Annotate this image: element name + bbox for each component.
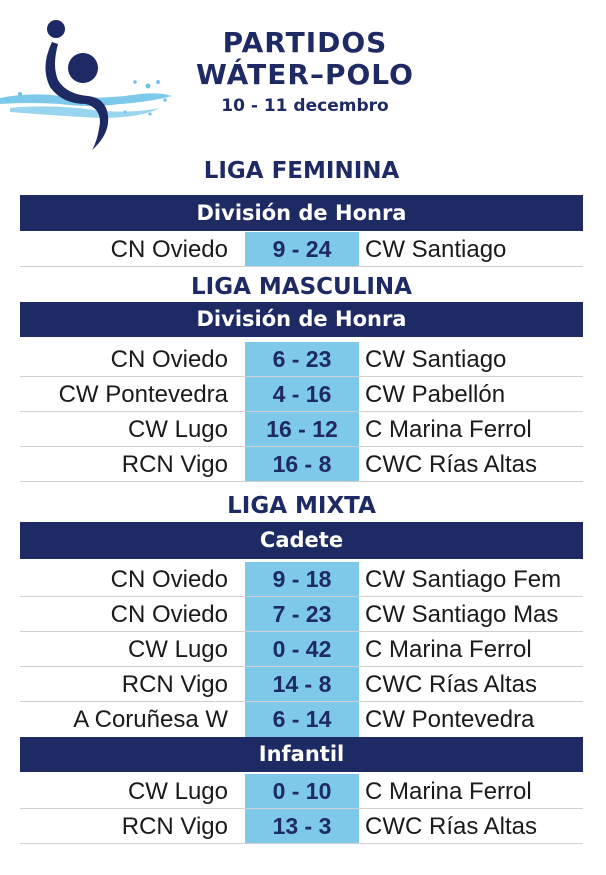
home-team: CN Oviedo [110, 566, 228, 593]
division-band: División de Honra [20, 302, 583, 337]
match-row [20, 702, 583, 737]
match-score: 7 - 23 [245, 597, 359, 632]
row-divider [20, 481, 583, 482]
home-team: CW Pontevedra [58, 381, 228, 408]
home-team: CN Oviedo [110, 346, 228, 373]
match-row [20, 412, 583, 447]
home-team: CN Oviedo [110, 601, 228, 628]
away-team: CW Pabellón [365, 381, 506, 408]
page-title: PARTIDOS [222, 26, 388, 59]
match-row [20, 562, 583, 597]
division-band: División de Honra [20, 195, 583, 231]
match-row [20, 774, 583, 809]
away-team: CW Santiago [365, 346, 507, 373]
match-row [20, 342, 583, 377]
home-team: CN Oviedo [110, 236, 228, 263]
match-row [20, 597, 583, 632]
home-team: CW Lugo [127, 416, 228, 443]
match-row [20, 632, 583, 667]
match-score: 9 - 24 [245, 232, 359, 267]
division-band: Cadete [20, 522, 583, 559]
match-score: 14 - 8 [245, 667, 359, 702]
match-row [20, 377, 583, 412]
match-score: 9 - 18 [245, 562, 359, 597]
player-figure-icon [45, 20, 108, 150]
away-team: C Marina Ferrol [365, 416, 532, 443]
away-team: C Marina Ferrol [365, 636, 532, 663]
water-polo-logo [0, 12, 175, 152]
home-team: A Coruñesa W [73, 706, 228, 733]
away-team: CW Santiago Fem [365, 566, 562, 593]
division-band: Infantil [20, 737, 583, 772]
away-team: CWC Rías Altas [365, 813, 538, 840]
home-team: RCN Vigo [121, 451, 228, 478]
row-divider [20, 843, 583, 844]
league-title-masculina: LIGA MASCULINA [191, 274, 412, 300]
row-divider [20, 266, 583, 267]
match-score: 16 - 8 [245, 447, 359, 482]
away-team: C Marina Ferrol [365, 778, 532, 805]
match-score: 6 - 14 [245, 702, 359, 737]
event-dates: 10 - 11 decembro [221, 96, 389, 116]
away-team: CWC Rías Altas [365, 671, 538, 698]
match-score: 13 - 3 [245, 809, 359, 844]
match-row [20, 809, 583, 844]
away-team: CW Pontevedra [365, 706, 535, 733]
match-score: 6 - 23 [245, 342, 359, 377]
match-row [20, 232, 583, 267]
league-title-mixta: LIGA MIXTA [227, 493, 376, 519]
match-row [20, 447, 583, 482]
home-team: RCN Vigo [121, 813, 228, 840]
match-score: 16 - 12 [245, 412, 359, 447]
home-team: CW Lugo [127, 778, 228, 805]
away-team: CWC Rías Altas [365, 451, 538, 478]
league-title-feminina: LIGA FEMININA [203, 158, 400, 184]
match-score: 0 - 42 [245, 632, 359, 667]
match-row [20, 667, 583, 702]
match-score: 4 - 16 [245, 377, 359, 412]
away-team: CW Santiago Mas [365, 601, 559, 628]
away-team: CW Santiago [365, 236, 507, 263]
home-team: RCN Vigo [121, 671, 228, 698]
page-subtitle: WÁTER–POLO [196, 58, 414, 91]
home-team: CW Lugo [127, 636, 228, 663]
match-score: 0 - 10 [245, 774, 359, 809]
